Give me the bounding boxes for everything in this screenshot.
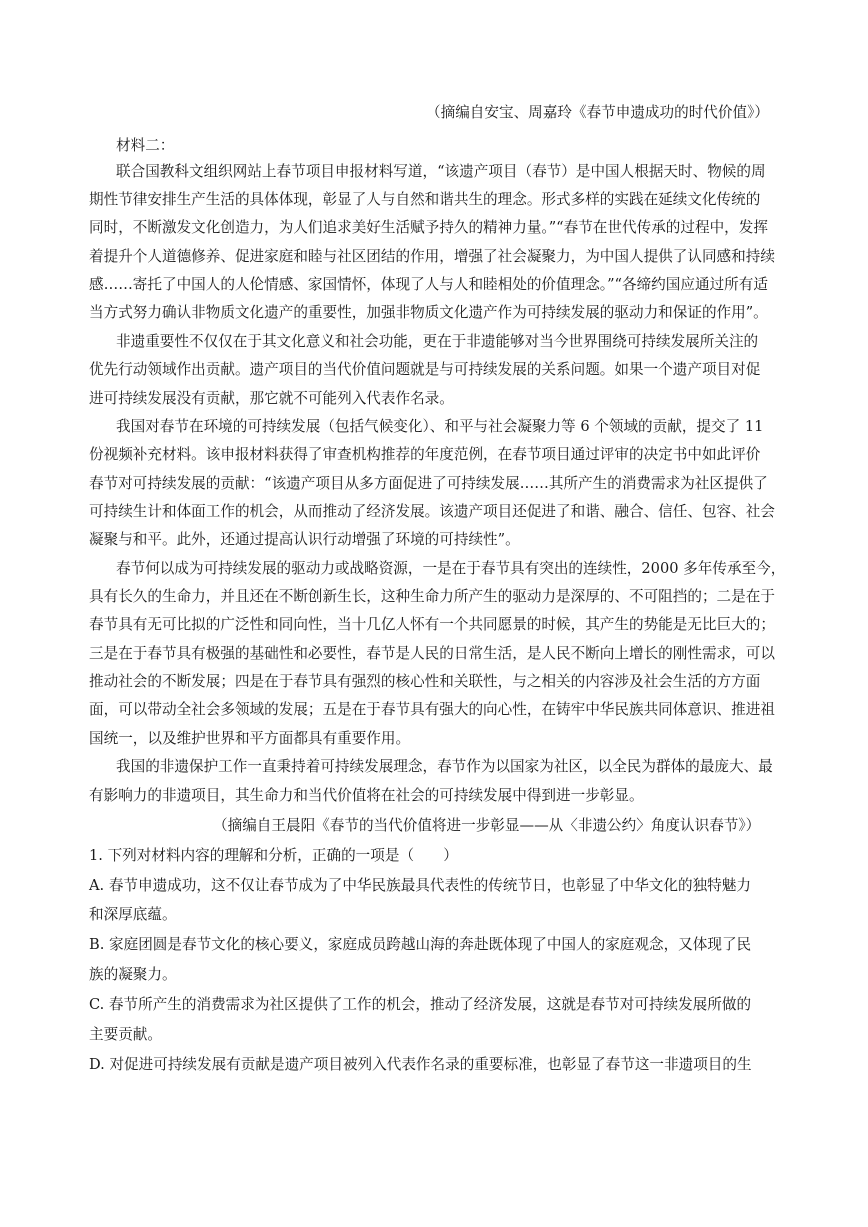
- paragraph-line: 春节何以成为可持续发展的驱动力或战略资源，一是在于春节具有突出的连续性，2000 多年传承至今，: [116, 560, 786, 577]
- paragraph-line: 推动社会的不断发展；四是在于春节具有强烈的核心性和关联性，与之相关的内容涉及社会生活的方方面: [89, 673, 761, 690]
- paragraph-line: 春节具有无可比拟的广泛性和同向性，当十几亿人怀有一个共同愿景的时候，其产生的势能是无比巨大的；: [89, 616, 775, 633]
- option-c: C. 春节所产生的消费需求为社区提供了工作的机会，推动了经济发展，这就是春节对可持续发展所做的: [89, 996, 752, 1013]
- paragraph-line: 国统一，以及维护世界和平方面都具有重要作用。: [89, 730, 411, 747]
- paragraph-line: 有影响力的非遗项目，其生命力和当代价值将在社会的可持续发展中得到进一步彰显。: [89, 787, 644, 804]
- paragraph-line: 当方式努力确认非物质文化遗产的重要性，加强非物质文化遗产作为可持续发展的驱动力和保证的作用”。: [89, 304, 768, 321]
- paragraph-line: 我国对春节在环境的可持续发展（包括气候变化）、和平与社会凝聚力等 6 个领域的贡献，提交了 11: [116, 418, 764, 435]
- paragraph-line: 非遗重要性不仅仅在于其文化意义和社会功能，更在于非遗能够对当今世界围绕可持续发展所关注的: [116, 333, 759, 350]
- option-b-continued: 族的凝聚力。: [89, 966, 177, 983]
- paragraph-line: 联合国教科文组织网站上春节项目申报材料写道，“该遗产项目（春节）是中国人根据天时、物候的周: [116, 163, 766, 180]
- paragraph-line: 同时，不断激发文化创造力，为人们追求美好生活赋予持久的精神力量。”“春节在世代传承的过程中，发挥: [89, 219, 768, 236]
- question-stem: 1. 下列对材料内容的理解和分析，正确的一项是（ ）: [89, 847, 458, 864]
- source-citation-1: （摘编自安宝、周嘉玲《春节申遗成功的时代价值》）: [426, 104, 769, 121]
- option-a: A. 春节申遗成功，这不仅让春节成为了中华民族最具代表性的传统节日，也彰显了中华文化的独特魅力: [89, 877, 751, 894]
- paragraph-line: 份视频补充材料。该申报材料获得了审查机构推荐的年度范例，在春节项目通过评审的决定书中如此评价: [89, 446, 761, 463]
- paragraph-line: 着提升个人道德修养、促进家庭和睦与社区团结的作用，增强了社会凝聚力，为中国人提供了认同感和持续: [89, 248, 775, 265]
- source-citation-2: （摘编自王晨阳《春节的当代价值将进一步彰显——从〈非遗公约〉角度认识春节》）: [213, 817, 761, 834]
- option-b: B. 家庭团圆是春节文化的核心要义，家庭成员跨越山海的奔赴既体现了中国人的家庭观念，又体现了民: [89, 936, 752, 953]
- option-a-continued: 和深厚底蕴。: [89, 906, 177, 923]
- option-d: D. 对促进可持续发展有贡献是遗产项目被列入代表作名录的重要标准，也彰显了春节这一非遗项目的生: [89, 1056, 752, 1073]
- paragraph-line: 期性节律安排生产生活的具体体现，彰显了人与自然和谐共生的理念。形式多样的实践在延续文化传统的: [89, 191, 761, 208]
- paragraph-line: 春节对可持续发展的贡献：“该遗产项目从多方面促进了可持续发展……其所产生的消费需求为社区提供了: [89, 475, 768, 492]
- paragraph-line: 感……寄托了中国人的人伦情感、家国情怀，体现了人与人和睦相处的价值理念。”“各缔约国应通过所有适: [89, 276, 768, 293]
- paragraph-line: 进可持续发展没有贡献，那它就不可能列入代表作名录。: [89, 390, 454, 407]
- paragraph-line: 优先行动领域作出贡献。遗产项目的当代价值问题就是与可持续发展的关系问题。如果一个遗产项目对促: [89, 361, 761, 378]
- paragraph-line: 具有长久的生命力，并且还在不断创新生长，这种生命力所产生的驱动力是深厚的、不可阻挡的；二是在于: [89, 588, 775, 605]
- paragraph-line: 三是在于春节具有极强的基础性和必要性，春节是人民的日常生活，是人民不断向上增长的刚性需求，可以: [89, 645, 775, 662]
- paragraph-line: 面，可以带动全社会多领域的发展；五是在于春节具有强大的向心性，在铸牢中华民族共同体意识、推进祖: [89, 701, 775, 718]
- paragraph-line: 我国的非遗保护工作一直秉持着可持续发展理念，春节作为以国家为社区，以全民为群体的最庞大、最: [116, 758, 773, 775]
- paragraph-line: 可持续生计和体面工作的机会，从而推动了经济发展。该遗产项目还促进了和谐、融合、信任、包容、社会: [89, 503, 775, 520]
- material-2-heading: 材料二：: [116, 137, 175, 154]
- paragraph-line: 凝聚与和平。此外，还通过提高认识行动增强了环境的可持续性”。: [89, 531, 520, 548]
- option-c-continued: 主要贡献。: [89, 1026, 162, 1043]
